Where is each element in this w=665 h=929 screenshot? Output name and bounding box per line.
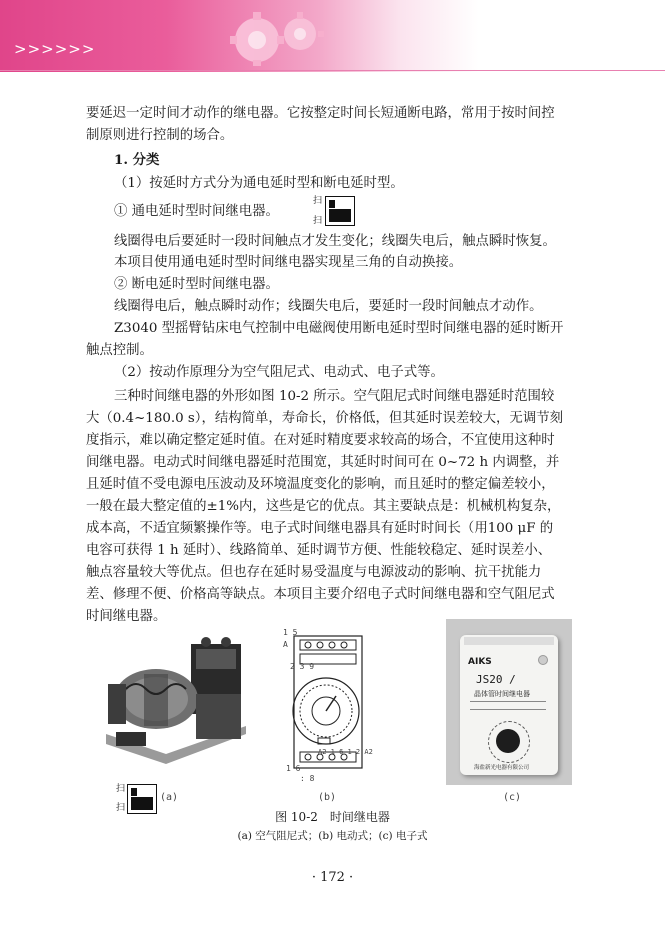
paragraph-line: 线圈得电后要延时一段时间触点才发生变化；线圈失电后，触点瞬时恢复。 (114, 234, 556, 249)
paragraph-line: 且延时值不受电源电压波动及环境温度变化的影响，而且延时的整定偏差较小， (86, 477, 555, 492)
figure-subcaption: (a) 空气阻尼式；(b) 电动式；(c) 电子式 (237, 830, 428, 842)
figure-label-c: (c) (503, 792, 522, 803)
paragraph-line: 间继电器。电动式时间继电器延时范围宽，其延时时间可在 0~72 h 内调整，并 (86, 455, 560, 470)
paragraph-line: 一般在最大整定值的±1%内，这些是它的优点。其主要缺点是：机械机构复杂， (86, 499, 561, 514)
header-rule (0, 70, 665, 71)
paragraph-line: （2）按动作原理分为空气阻尼式、电动式、电子式等。 (114, 365, 444, 380)
terminal-label: 1 6 (286, 764, 301, 773)
paragraph-line: 电容可获得 1 h 延时）、线路简单、延时调节方便、性能较稳定、延时误差小、 (86, 543, 552, 558)
paragraph-line: 触点容量较大等优点。但也存在延时易受温度与电源波动的影响、抗干扰能力 (86, 565, 542, 580)
model-label: JS20 / (476, 673, 516, 686)
manufacturer-label: 海盐新光电器有限公司 (474, 765, 530, 771)
paragraph-line: ② 断电延时型时间继电器。 (114, 277, 279, 292)
paragraph-line: （1）按延时方式分为通电延时型和断电延时型。 (114, 176, 404, 191)
scan-label: 扫 (116, 784, 126, 794)
paragraph-line: 要延迟一定时间才动作的继电器。它按整定时间长短通断电路，常用于按时间控 (86, 106, 555, 121)
figure-label-a: (a) (160, 792, 179, 803)
figure-caption: 图 10-2 时间继电器 (275, 810, 390, 824)
product-name-label: 晶体管时间继电器 (474, 690, 530, 698)
paragraph-line: 度指示，难以确定整定延时值。在对延时精度要求较高的场合，不宜使用这种时 (86, 433, 555, 448)
electronic-relay-image (446, 619, 572, 785)
paragraph-line: 成本高，不适宜频繁操作等。电子式时间继电器具有延时时间长（用100 μF 的 (86, 521, 554, 536)
terminal-label: A2 1 6 1 2 A2 (318, 748, 373, 756)
page-number: · 172 · (311, 870, 354, 885)
paragraph-line: 时间继电器。 (86, 609, 167, 624)
paragraph-line: 制原则进行控制的场合。 (86, 128, 234, 143)
scan-label: 扫 (116, 803, 126, 813)
paragraph-line: 大（0.4~180.0 s），结构简单，寿命长，价格低，但其延时误差较大，无调节刻 (86, 411, 563, 426)
figure-label-b: (b) (318, 792, 337, 803)
brand-label: AIKS (468, 657, 492, 667)
terminal-label: 2 3 9 (290, 662, 315, 671)
paragraph-line: 差、修理不便、价格高等缺点。本项目主要介绍电子式时间继电器和空气阻尼式 (86, 587, 555, 602)
indicator-light-icon (538, 655, 548, 665)
qr-code-icon[interactable] (325, 196, 355, 226)
section-heading: 1. 分类 (114, 152, 160, 168)
adjustment-knob (496, 729, 520, 753)
terminal-label: : 8 (300, 774, 315, 783)
paragraph-line: 线圈得电后，触点瞬时动作；线圈失电后，要延时一段时间触点才动作。 (114, 299, 543, 314)
paragraph-line: ① 通电延时型时间继电器。 (114, 204, 279, 219)
paragraph-line: 本项目使用通电延时型时间继电器实现星三角的自动换接。 (114, 255, 463, 270)
scan-label: 扫 (313, 216, 323, 226)
header-chevrons: >>>>>> (14, 40, 96, 58)
motor-driven-relay-drawing (282, 626, 372, 784)
terminal-label: A (283, 640, 288, 649)
terminal-label: 1 5 (283, 628, 298, 637)
paragraph-line: 三种时间继电器的外形如图 10-2 所示。空气阻尼式时间继电器延时范围较 (114, 389, 555, 404)
paragraph-line: Z3040 型摇臂钻床电气控制中电磁阀使用断电延时型时间继电器的延时断开 (114, 321, 564, 336)
air-damped-relay-image (96, 634, 256, 774)
scan-label: 扫 (313, 196, 323, 206)
gear-decoration-icon (222, 4, 342, 68)
paragraph-line: 触点控制。 (86, 343, 153, 358)
